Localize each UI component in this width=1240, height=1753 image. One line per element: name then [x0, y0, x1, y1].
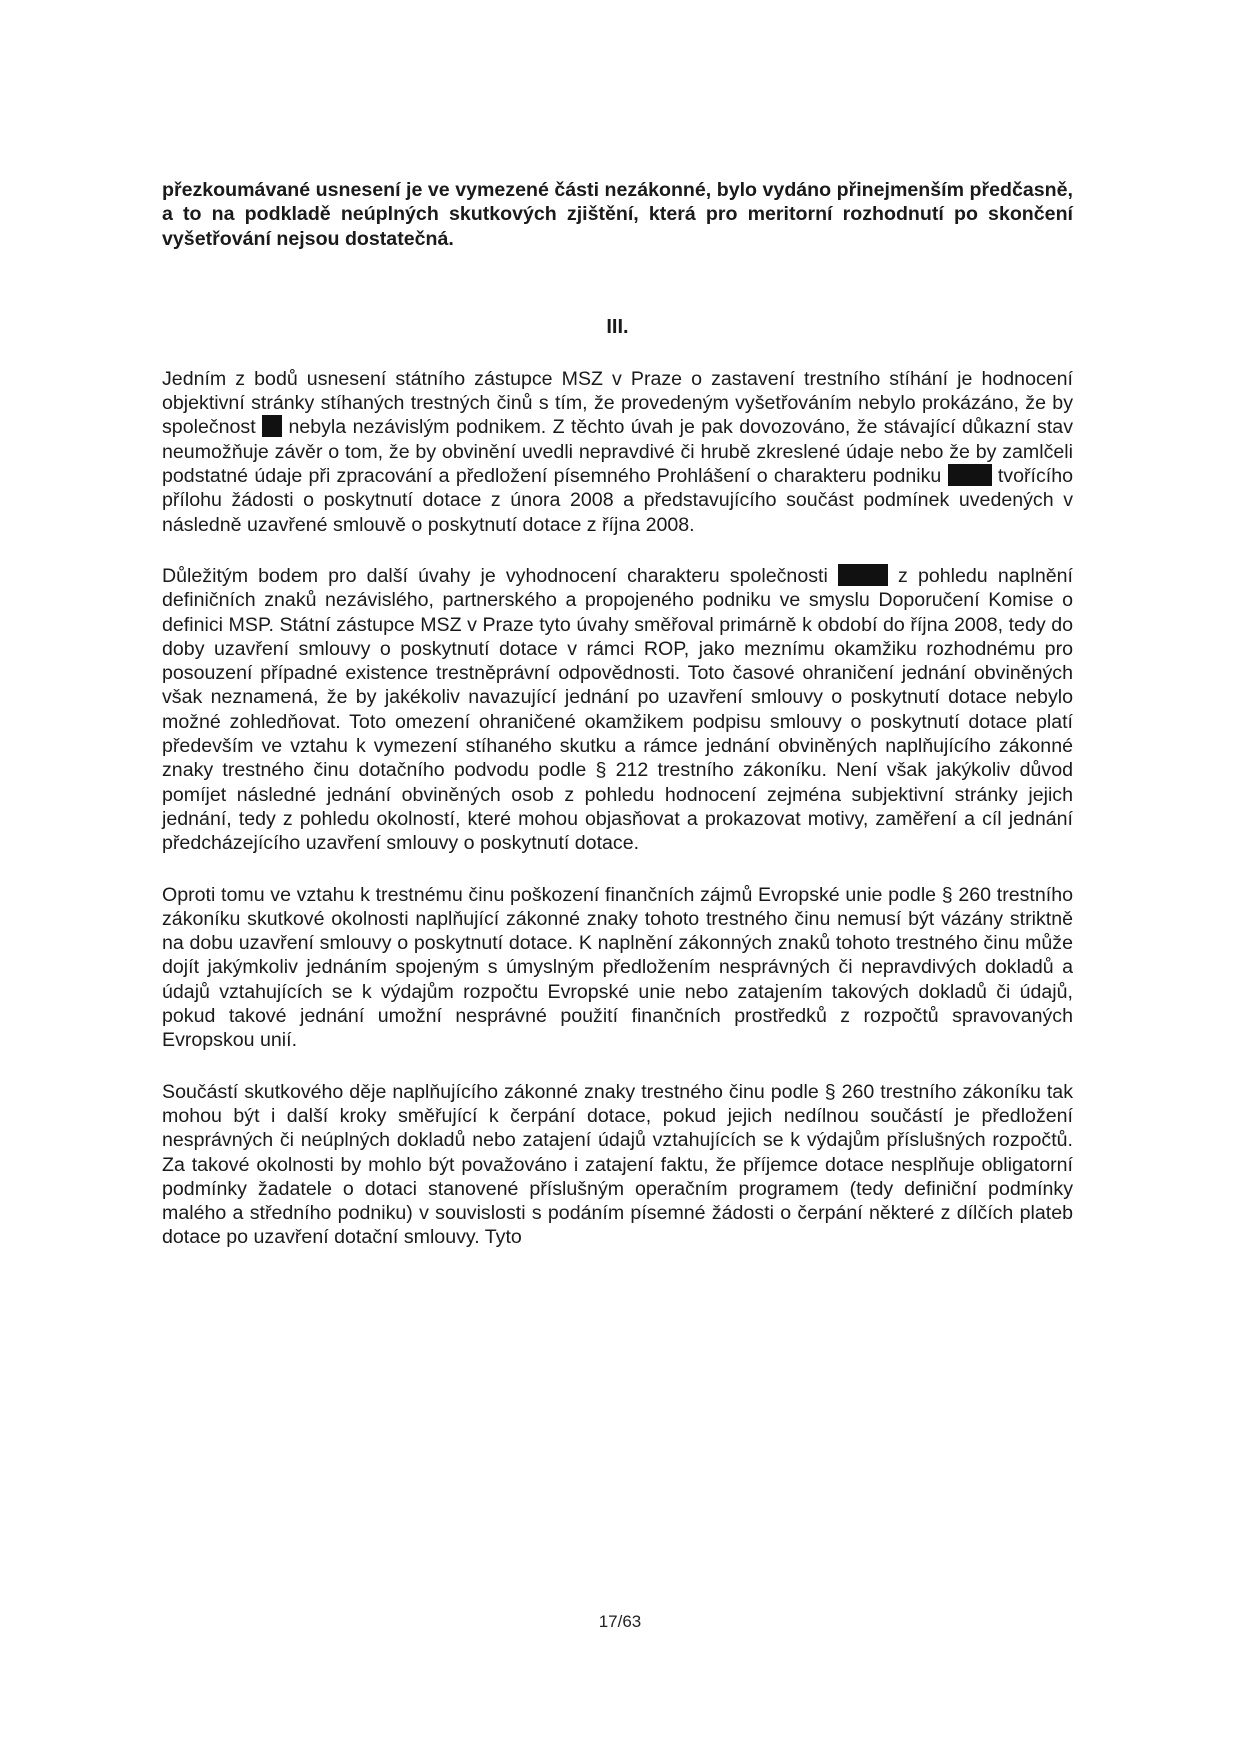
document-body	[162, 178, 1073, 1277]
paragraph-3: Oproti tomu ve vztahu k trestnému činu poškození finančních zájmů Evropské unie podle § 260 trestního zákoníku skutkové okolnosti naplňující zákonné znaky tohoto trestného činu nemusí být vázány striktně na dobu uzavření smlouvy o poskytnutí dotace. K naplnění zákonných znaků tohoto trestného činu může dojít jakýmkoliv jednáním spojeným s úmyslným předložením nesprávných či nepravdivých dokladů a údajů vztahujících se k výdajům rozpočtu Evropské unie nebo zatajením takových dokladů či údajů, pokud takové jednání umožní nesprávné použití finančních prostředků z rozpočtů spravovaných Evropskou unií.	[162, 883, 1073, 1052]
redaction-block	[948, 464, 992, 486]
paragraph-2-part-b: z pohledu naplnění definičních znaků nezávislého, partnerského a propojeného podniku ve smyslu Doporučení Komise o definici MSP. Státní zástupce MSZ v Praze tyto úvahy směřoval primárně k období do října 2008, tedy do doby uzavření smlouvy o poskytnutí dotace v rámci ROP, jako meznímu okamžiku rozhodnému pro posouzení případné existence trestněprávní odpovědnosti. Toto časové ohraničení jednání obviněných však neznamená, že by jakékoliv navazující jednání po uzavření smlouvy o poskytnutí dotace nebylo možné zohledňovat. Toto omezení ohraničené okamžikem podpisu smlouvy o poskytnutí dotace platí především ve vztahu k vymezení stíhaného skutku a rámce jednání obviněných naplňujícího zákonné znaky trestného činu dotačního podvodu podle § 212 trestního zákoníku. Není však jakýkoliv důvod pomíjet následné jednání obviněných osob z pohledu hodnocení zejména subjektivní stránky jejich jednání, tedy z pohledu okolností, které mohou objasňovat a prokazovat motivy, zaměření a cíl jednání předcházejícího uzavření smlouvy o poskytnutí dotace.	[162, 564, 1074, 855]
paragraph-1-part-b: nebyla nezávislým podnikem. Z těchto úvah je pak dovozováno, že stávající důkazní stav neumožňuje závěr o tom, že by obvinění uvedli nepravdivé či hrubě zkreslené údaje nebo že by zamlčeli podstatné údaje při zpracování a předložení písemného Prohlášení o charakteru podniku	[162, 416, 1073, 488]
redaction-block	[838, 564, 888, 586]
intro-paragraph: přezkoumávané usnesení je ve vymezené části nezákonné, bylo vydáno přinejmenším předčasně, a to na podkladě neúplných skutkových zjištění, která pro meritorní rozhodnutí po skončení vyšetřování nejsou dostatečná.	[162, 179, 1073, 250]
paragraph-1-part-a: Jedním z bodů usnesení státního zástupce MSZ v Praze o zastavení trestního stíhání je hodnocení objektivní stránky stíhaných trestných činů s tím, že provedeným vyšetřováním nebylo prokázáno, že by společnost	[162, 367, 1073, 439]
paragraph-4: Součástí skutkového děje naplňujícího zákonné znaky trestného činu podle § 260 trestního zákoníku tak mohou být i další kroky směřující k čerpání dotace, pokud jejich nedílnou součástí je předložení nesprávných či neúplných dokladů nebo zatajení údajů vztahujících se k výdajům příslušných rozpočtů. Za takové okolnosti by mohlo být považováno i zatajení faktu, že příjemce dotace nesplňuje obligatorní podmínky žadatele o dotaci stanovené příslušným operačním programem (tedy definiční podmínky malého a středního podniku) v souvislosti s podáním písemné žádosti o čerpání některé z dílčích plateb dotace po uzavření dotační smlouvy. Tyto	[162, 1080, 1073, 1249]
paragraph-1	[162, 367, 1073, 537]
paragraph-1-part-c: tvořícího přílohu žádosti o poskytnutí dotace z února 2008 a představujícího součást podmínek uvedených v následně uzavřené smlouvě o poskytnutí dotace z října 2008.	[162, 465, 1073, 536]
paragraph-2-part-a: Důležitým bodem pro další úvahy je vyhodnocení charakteru společnosti	[162, 564, 838, 587]
paragraph-2	[162, 564, 1073, 856]
page-number: 17/63	[598, 1612, 642, 1631]
redaction-block	[262, 415, 282, 437]
section-heading: III.	[606, 315, 629, 338]
